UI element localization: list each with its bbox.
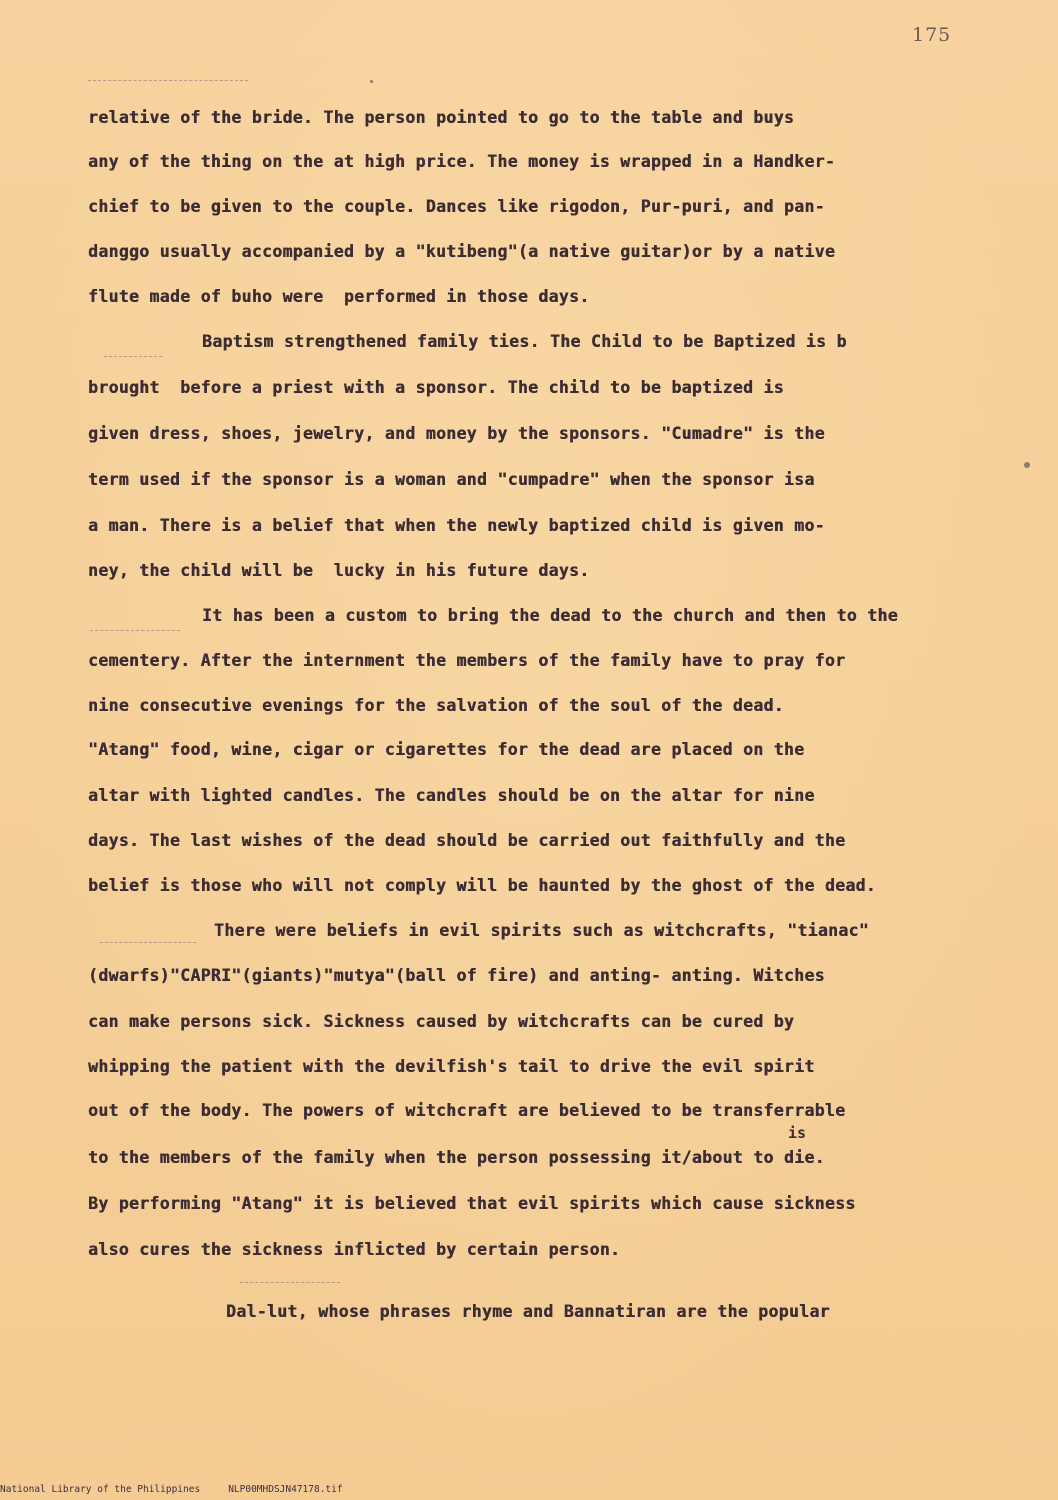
text-line: can make persons sick. Sickness caused by witchcrafts can be cured by (88, 1012, 795, 1031)
text-line: a man. There is a belief that when the newly baptized child is given mo- (88, 516, 825, 535)
text-line: Dal-lut, whose phrases rhyme and Bannatiran are the popular (226, 1302, 830, 1321)
text-line: By performing "Atang" it is believed that evil spirits which cause sickness (88, 1194, 856, 1213)
text-line: nine consecutive evenings for the salvation of the soul of the dead. (88, 696, 784, 715)
ink-speck (370, 80, 373, 83)
margin-mark (90, 630, 180, 632)
text-line: There were beliefs in evil spirits such as witchcrafts, "tianac" (214, 921, 869, 940)
text-line: danggo usually accompanied by a "kutibeng"(a native guitar)or by a native (88, 242, 836, 261)
text-line: flute made of buho were performed in those days. (88, 287, 590, 306)
text-line: brought before a priest with a sponsor. The child to be baptized is (88, 378, 784, 397)
page-number: 175 (912, 24, 952, 46)
text-line: term used if the sponsor is a woman and "cumpadre" when the sponsor isa (88, 470, 815, 489)
text-line: any of the thing on the at high price. The money is wrapped in a Handker- (88, 152, 836, 171)
text-line: days. The last wishes of the dead should be carried out faithfully and the (88, 831, 846, 850)
scan-footer (0, 1484, 371, 1495)
margin-mark (100, 942, 196, 944)
text-line: (dwarfs)"CAPRI"(giants)"mutya"(ball of fire) and anting- anting. Witches (88, 966, 825, 985)
interline-insertion: is (788, 1124, 807, 1142)
footer-filename: NLP00MHDSJN47178.tif (228, 1484, 343, 1495)
margin-mark (88, 80, 248, 82)
text-line: whipping the patient with the devilfish's tail to drive the evil spirit (88, 1057, 815, 1076)
text-line: cementery. After the internment the members of the family have to pray for (88, 651, 846, 670)
ink-speck (1024, 462, 1030, 468)
text-line: relative of the bride. The person pointed to go to the table and buys (88, 108, 795, 127)
text-line: to the members of the family when the person possessing it/about to die. (88, 1148, 825, 1167)
footer-library: National Library of the Philippines (0, 1484, 201, 1495)
text-line: altar with lighted candles. The candles should be on the altar for nine (88, 786, 815, 805)
text-line: ney, the child will be lucky in his future days. (88, 561, 590, 580)
text-line: It has been a custom to bring the dead to the church and then to the (202, 606, 898, 625)
text-line: out of the body. The powers of witchcraft are believed to be transferrable (88, 1101, 846, 1120)
text-line: Baptism strengthened family ties. The Child to be Baptized is b (202, 332, 847, 351)
margin-mark (104, 356, 162, 358)
text-line: also cures the sickness inflicted by certain person. (88, 1240, 621, 1259)
margin-mark (240, 1282, 340, 1284)
text-line: chief to be given to the couple. Dances like rigodon, Pur-puri, and pan- (88, 197, 825, 216)
text-line: "Atang" food, wine, cigar or cigarettes for the dead are placed on the (88, 740, 805, 759)
text-line: given dress, shoes, jewelry, and money by the sponsors. "Cumadre" is the (88, 424, 825, 443)
text-line: belief is those who will not comply will be haunted by the ghost of the dead. (88, 876, 877, 895)
